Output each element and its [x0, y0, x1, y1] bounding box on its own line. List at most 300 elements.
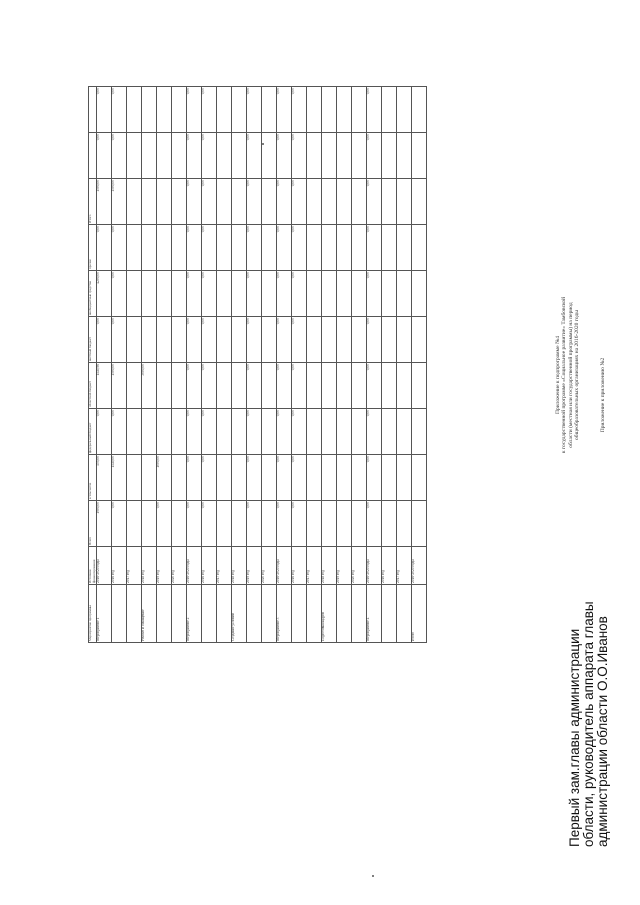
table-cell: [412, 501, 427, 547]
table-cell: 0,00: [292, 501, 307, 547]
row-label: Итого: [412, 585, 427, 643]
table-cell: [382, 87, 397, 133]
table-cell: 0,00: [97, 317, 112, 363]
table-cell: [337, 409, 352, 455]
row-label: [307, 585, 322, 643]
table-cell: [172, 133, 187, 179]
table-body: [97, 87, 427, 643]
table-cell: [232, 271, 247, 317]
table-cell: [127, 455, 142, 501]
table-row: [292, 87, 307, 643]
table-cell: [352, 409, 367, 455]
table-cell: [142, 271, 157, 317]
table-cell: [412, 133, 427, 179]
table-cell: 0,00: [112, 133, 127, 179]
row-label: Мероприятие 1: [97, 585, 112, 643]
table-cell: 0,00: [367, 317, 382, 363]
table-cell: [382, 501, 397, 547]
finance-table-wrap: [88, 86, 427, 643]
table-cell: [322, 225, 337, 271]
table-cell: 0,00: [247, 225, 262, 271]
column-header: федеральный бюджет: [89, 409, 97, 455]
table-cell: [142, 455, 157, 501]
row-label: [157, 585, 172, 643]
table-cell: [412, 363, 427, 409]
table-cell: [397, 271, 412, 317]
table-cell: 1140,96: [97, 363, 112, 409]
table-row: [322, 87, 337, 643]
table-cell: [262, 409, 277, 455]
table-cell: [232, 179, 247, 225]
table-cell: [322, 179, 337, 225]
table-cell: 0,00: [277, 409, 292, 455]
table-cell: [127, 225, 142, 271]
table-cell: [172, 455, 187, 501]
table-cell: [232, 225, 247, 271]
table-cell: 0,00: [187, 133, 202, 179]
row-label: [382, 585, 397, 643]
table-cell: [217, 501, 232, 547]
table-cell: 0,00: [187, 271, 202, 317]
table-cell: 0,00: [187, 363, 202, 409]
table-cell: 0,00: [247, 317, 262, 363]
row-label: [127, 585, 142, 643]
table-cell: [232, 455, 247, 501]
table-cell: 1500,00: [97, 179, 112, 225]
table-cell: [382, 179, 397, 225]
table-cell: 0,00: [247, 179, 262, 225]
table-cell: 0,00: [292, 179, 307, 225]
table-cell: 0,00: [367, 87, 382, 133]
table-cell: 0,00: [97, 409, 112, 455]
table-cell: [217, 271, 232, 317]
table-cell: [172, 409, 187, 455]
row-period: 2018 год: [142, 547, 157, 585]
table-cell: 0,00: [202, 87, 217, 133]
table-cell: 0,00: [202, 363, 217, 409]
row-label: [337, 585, 352, 643]
table-cell: [322, 133, 337, 179]
table-cell: 0,00: [112, 271, 127, 317]
column-header: Всего: [89, 501, 97, 547]
table-cell: [127, 87, 142, 133]
row-label: Мероприятие 3: [277, 585, 292, 643]
table-cell: [382, 225, 397, 271]
table-cell: 0,00: [367, 133, 382, 179]
table-cell: [352, 133, 367, 179]
table-cell: [127, 271, 142, 317]
table-cell: [412, 271, 427, 317]
table-cell: [157, 271, 172, 317]
table-row: [127, 87, 142, 643]
table-row: [367, 87, 382, 643]
row-period: 2019 год: [337, 547, 352, 585]
table-cell: [142, 179, 157, 225]
table-cell: [307, 179, 322, 225]
table-cell: [352, 225, 367, 271]
table-cell: [322, 501, 337, 547]
table-cell: [397, 409, 412, 455]
table-cell: [307, 271, 322, 317]
table-cell: 0,00: [367, 409, 382, 455]
table-cell: [217, 87, 232, 133]
table-row: [262, 87, 277, 643]
table-cell: 0,00: [277, 133, 292, 179]
table-cell: 0,00: [367, 455, 382, 501]
table-cell: 0,00: [277, 363, 292, 409]
table-cell: [397, 225, 412, 271]
table-cell: [172, 225, 187, 271]
table-cell: [142, 133, 157, 179]
table-cell: [172, 363, 187, 409]
table-cell: [262, 501, 277, 547]
row-label: [172, 585, 187, 643]
table-cell: [337, 271, 352, 317]
table-cell: 0,00: [112, 87, 127, 133]
table-cell: [337, 363, 352, 409]
table-cell: 1500,00: [112, 363, 127, 409]
table-cell: [127, 317, 142, 363]
signature-block: [568, 601, 611, 847]
header-line-3: к государственной программе «Социальное развитие» Тамбовской: [561, 296, 568, 454]
table-row: [232, 87, 247, 643]
table-row: [247, 87, 262, 643]
row-label: [292, 585, 307, 643]
table-cell: [397, 179, 412, 225]
column-header: Итого: [89, 179, 97, 225]
table-cell: [157, 133, 172, 179]
table-cell: [322, 317, 337, 363]
table-cell: 0,00: [277, 179, 292, 225]
finance-table: [88, 86, 427, 643]
table-cell: 0,00: [277, 87, 292, 133]
header-line-5: общеобразовательных организациях на 2016-2020 годы: [573, 310, 580, 440]
signature-line-3: администрации области О.О.Иванов: [595, 616, 611, 847]
row-label: [262, 585, 277, 643]
header-block: [555, 145, 580, 605]
table-cell: [337, 225, 352, 271]
table-cell: 0,00: [247, 409, 262, 455]
table-cell: [307, 317, 322, 363]
table-cell: 0,00: [277, 271, 292, 317]
table-cell: [352, 271, 367, 317]
table-cell: [262, 179, 277, 225]
table-cell: [352, 179, 367, 225]
table-cell: [262, 271, 277, 317]
table-cell: 0,00: [292, 363, 307, 409]
table-cell: [127, 409, 142, 455]
table-cell: 0,00: [247, 87, 262, 133]
table-cell: [217, 455, 232, 501]
row-label: [112, 585, 127, 643]
row-period: 2016 год: [292, 547, 307, 585]
table-cell: 0,00: [112, 409, 127, 455]
row-period: 2019 год: [157, 547, 172, 585]
table-cell: 0,00: [97, 225, 112, 271]
table-cell: [337, 317, 352, 363]
table-cell: 0,00: [247, 363, 262, 409]
table-cell: [397, 317, 412, 363]
table-cell: [142, 501, 157, 547]
table-cell: [157, 87, 172, 133]
table-cell: [157, 225, 172, 271]
table-cell: [337, 455, 352, 501]
table-cell: [412, 317, 427, 363]
table-cell: 0,00: [187, 317, 202, 363]
row-period: 2018 год: [322, 547, 337, 585]
row-label: Мероприятие 4: [367, 585, 382, 643]
table-cell: [382, 409, 397, 455]
table-cell: [142, 317, 157, 363]
row-period: 2017 год: [127, 547, 142, 585]
table-cell: 0,00: [187, 179, 202, 225]
table-cell: [337, 501, 352, 547]
table-cell: 0,00: [202, 455, 217, 501]
column-header: внебюджетные средства: [89, 271, 97, 317]
table-row: [277, 87, 292, 643]
table-cell: [397, 455, 412, 501]
table-cell: [322, 271, 337, 317]
table-cell: [412, 179, 427, 225]
table-cell: [322, 455, 337, 501]
table-cell: [217, 317, 232, 363]
table-cell: [232, 317, 247, 363]
table-cell: [307, 133, 322, 179]
table-cell: [262, 317, 277, 363]
table-cell: 1140,00: [112, 455, 127, 501]
table-cell: [127, 501, 142, 547]
table-cell: 0,00: [292, 317, 307, 363]
table-cell: [172, 179, 187, 225]
row-label: [352, 585, 367, 643]
table-cell: [412, 225, 427, 271]
row-label: [217, 585, 232, 643]
table-cell: 0,00: [367, 363, 382, 409]
row-label: Создание условий: [232, 585, 247, 643]
table-row: [202, 87, 217, 643]
row-period: 2017 год: [397, 547, 412, 585]
table-cell: [262, 455, 277, 501]
table-cell: 155,00: [97, 455, 112, 501]
table-cell: 0,00: [367, 179, 382, 225]
table-cell: [262, 87, 277, 133]
table-cell: [322, 409, 337, 455]
table-cell: 0,00: [112, 225, 127, 271]
table-cell: [412, 87, 427, 133]
table-cell: [157, 317, 172, 363]
table-cell: [352, 501, 367, 547]
row-period: 2018 год: [232, 547, 247, 585]
table-cell: 0,00: [97, 87, 112, 133]
table-cell: [307, 501, 322, 547]
signature-line-1: Первый зам.главы администрации: [567, 628, 582, 847]
table-cell: 0,00: [202, 179, 217, 225]
table-cell: [382, 455, 397, 501]
table-cell: [142, 409, 157, 455]
table-cell: 0,00: [187, 87, 202, 133]
table-cell: [262, 363, 277, 409]
table-cell: 0,00: [97, 133, 112, 179]
table-cell: 0,00: [367, 225, 382, 271]
table-cell: [217, 225, 232, 271]
table-cell: 0,00: [292, 271, 307, 317]
table-cell: 0,00: [277, 455, 292, 501]
table-cell: 0,00: [247, 271, 262, 317]
table-row: [112, 87, 127, 643]
table-cell: [217, 133, 232, 179]
table-cell: [397, 363, 412, 409]
table-row: [157, 87, 172, 643]
table-cell: 0,00: [292, 133, 307, 179]
row-label: Мероприятие 2: [187, 585, 202, 643]
row-label: Подготовка кадров: [322, 585, 337, 643]
row-period: 2017 год: [217, 547, 232, 585]
table-cell: [262, 133, 277, 179]
table-cell: [232, 133, 247, 179]
row-period: 2016 год: [112, 547, 127, 585]
table-cell: 0,00: [187, 501, 202, 547]
table-cell: 0,00: [277, 501, 292, 547]
row-period: 2016 год: [382, 547, 397, 585]
table-cell: 0,00: [367, 501, 382, 547]
table-cell: [337, 179, 352, 225]
table-cell: [397, 501, 412, 547]
table-cell: [307, 225, 322, 271]
row-period: 2019 год: [247, 547, 262, 585]
table-cell: [217, 179, 232, 225]
table-cell: [382, 271, 397, 317]
table-cell: [307, 87, 322, 133]
table-cell: [127, 363, 142, 409]
table-cell: [352, 455, 367, 501]
header-line-4: области (местная или государственной программы) на период: [567, 302, 574, 448]
row-label: Ремонт и оснащение: [142, 585, 157, 643]
table-row: [337, 87, 352, 643]
table-row: [382, 87, 397, 643]
table-cell: 0,00: [292, 225, 307, 271]
row-period: 2016-2020 годы: [187, 547, 202, 585]
table-cell: 3000,00: [142, 363, 157, 409]
table-cell: 4200,00: [97, 271, 112, 317]
table-cell: 0,00: [247, 133, 262, 179]
table-cell: [307, 409, 322, 455]
table-cell: 0,00: [202, 271, 217, 317]
table-cell: [232, 87, 247, 133]
table-cell: [127, 133, 142, 179]
row-period: 2017 год: [307, 547, 322, 585]
signature-line-2: области, руководитель аппарата главы: [581, 601, 597, 847]
table-cell: 1900,00: [97, 501, 112, 547]
table-cell: [412, 409, 427, 455]
row-period: 2016-2020 годы: [367, 547, 382, 585]
column-header: прочие: [89, 225, 97, 271]
row-label: [247, 585, 262, 643]
table-cell: [337, 133, 352, 179]
table-cell: [217, 363, 232, 409]
table-cell: 0,00: [367, 271, 382, 317]
table-cell: [232, 363, 247, 409]
table-cell: 0,00: [202, 501, 217, 547]
table-cell: 0,00: [247, 501, 262, 547]
table-row: [352, 87, 367, 643]
table-cell: 0,00: [277, 317, 292, 363]
row-period: 2020 год: [262, 547, 277, 585]
table-cell: [172, 271, 187, 317]
table-cell: 0,00: [202, 225, 217, 271]
column-header: в том числе: [89, 455, 97, 501]
column-header: Источник финансирования: [89, 547, 97, 585]
table-row: [187, 87, 202, 643]
scan-speck: [262, 143, 264, 145]
table-cell: 0,00: [292, 87, 307, 133]
table-cell: [307, 455, 322, 501]
scan-speck: [372, 875, 374, 877]
table-cell: 0,00: [112, 317, 127, 363]
table-cell: [397, 133, 412, 179]
table-row: [307, 87, 322, 643]
table-cell: [382, 317, 397, 363]
row-period: 2016-2020 годы: [412, 547, 427, 585]
table-cell: [322, 363, 337, 409]
header-line-1: Приложение к приложению №2: [600, 357, 606, 433]
row-period: 2020 год: [172, 547, 187, 585]
table-cell: [127, 179, 142, 225]
table-cell: [307, 363, 322, 409]
table-cell: 0,00: [202, 317, 217, 363]
table-row: [97, 87, 112, 643]
table-cell: [172, 87, 187, 133]
table-cell: [142, 87, 157, 133]
column-header: Мероприятие программы: [89, 585, 97, 643]
table-cell: [172, 501, 187, 547]
table-cell: [352, 317, 367, 363]
table-row: [397, 87, 412, 643]
table-cell: [157, 363, 172, 409]
table-cell: [232, 501, 247, 547]
table-cell: [382, 363, 397, 409]
table-cell: [157, 179, 172, 225]
table-cell: 0,00: [157, 501, 172, 547]
table-cell: 1500,00: [112, 179, 127, 225]
table-cell: 0,00: [292, 455, 307, 501]
table-cell: [412, 455, 427, 501]
table-cell: 0,00: [202, 133, 217, 179]
table-cell: 1000,00: [157, 455, 172, 501]
header-line-2: Приложение к подпрограмме №4: [555, 336, 561, 414]
table-cell: [397, 87, 412, 133]
row-label: [202, 585, 217, 643]
table-cell: [352, 363, 367, 409]
table-row: [412, 87, 427, 643]
table-cell: [142, 225, 157, 271]
table-cell: [262, 225, 277, 271]
table-cell: 0,00: [292, 409, 307, 455]
table-cell: 0,00: [187, 409, 202, 455]
header-appendix: [600, 185, 606, 605]
table-cell: [382, 133, 397, 179]
table-cell: [172, 317, 187, 363]
table-cell: [352, 87, 367, 133]
table-row: [142, 87, 157, 643]
table-cell: [217, 409, 232, 455]
row-period: 2016-2020 годы: [97, 547, 112, 585]
table-cell: 0,00: [187, 455, 202, 501]
table-cell: 0,00: [202, 409, 217, 455]
row-period: 2016 год: [202, 547, 217, 585]
table-row: [217, 87, 232, 643]
table-cell: [157, 409, 172, 455]
table-cell: 0,00: [112, 501, 127, 547]
